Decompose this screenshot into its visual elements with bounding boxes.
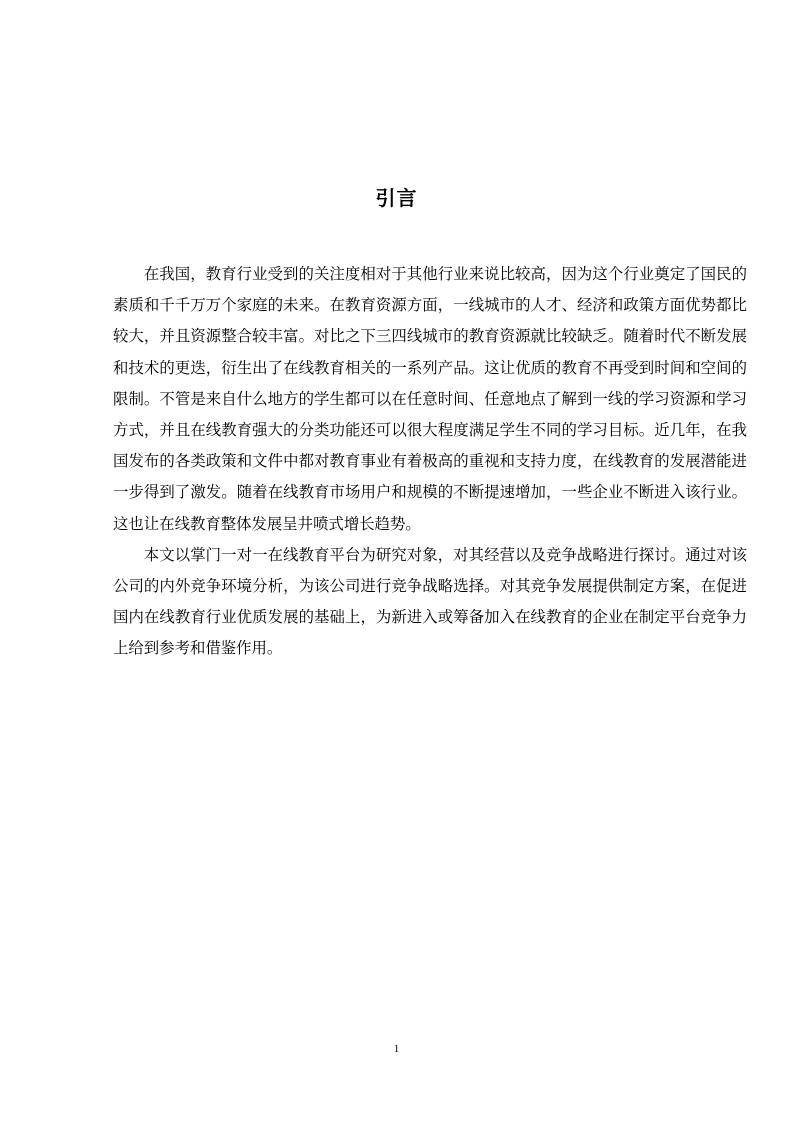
paragraph-2: 本文以掌门一对一在线教育平台为研究对象，对其经营以及竞争战略进行探讨。通过对该公司的内外竞争环境分析，为该公司进行竞争战略选择。对其竞争发展提供制定方案，在促进国内在线教育行业优质发展的基础上，为新进入或筹备加入在线教育的企业在制定平台竞争力上给到参考和借鉴作用。 [113, 545, 747, 658]
body-text [113, 259, 747, 665]
page-title: 引言 [375, 186, 418, 210]
paragraph-1: 在我国，教育行业受到的关注度相对于其他行业来说比较高，因为这个行业奠定了国民的素质和千千万万个家庭的未来。在教育资源方面，一线城市的人才、经济和政策方面优势都比较大，并且资源整合较丰富。对比之下三四线城市的教育资源就比较缺乏。随着时代不断发展和技术的更迭，衍生出了在线教育相关的一系列产品。这让优质的教育不再受到时间和空间的限制。不管是来自什么地方的学生都可以在任意时间、任意地点了解到一线的学习资源和学习方式，并且在线教育强大的分类功能还可以很大程度满足学生不同的学习目标。近几年，在我国发布的各类政策和文件中都对教育事业有着极高的重视和支持力度，在线教育的发展潜能进一步得到了激发。随着在线教育市场用户和规模的不断提速增加，一些企业不断进入该行业。这也让在线教育整体发展呈井喷式增长趋势。 [113, 265, 747, 533]
page-number: 1 [393, 1043, 400, 1055]
